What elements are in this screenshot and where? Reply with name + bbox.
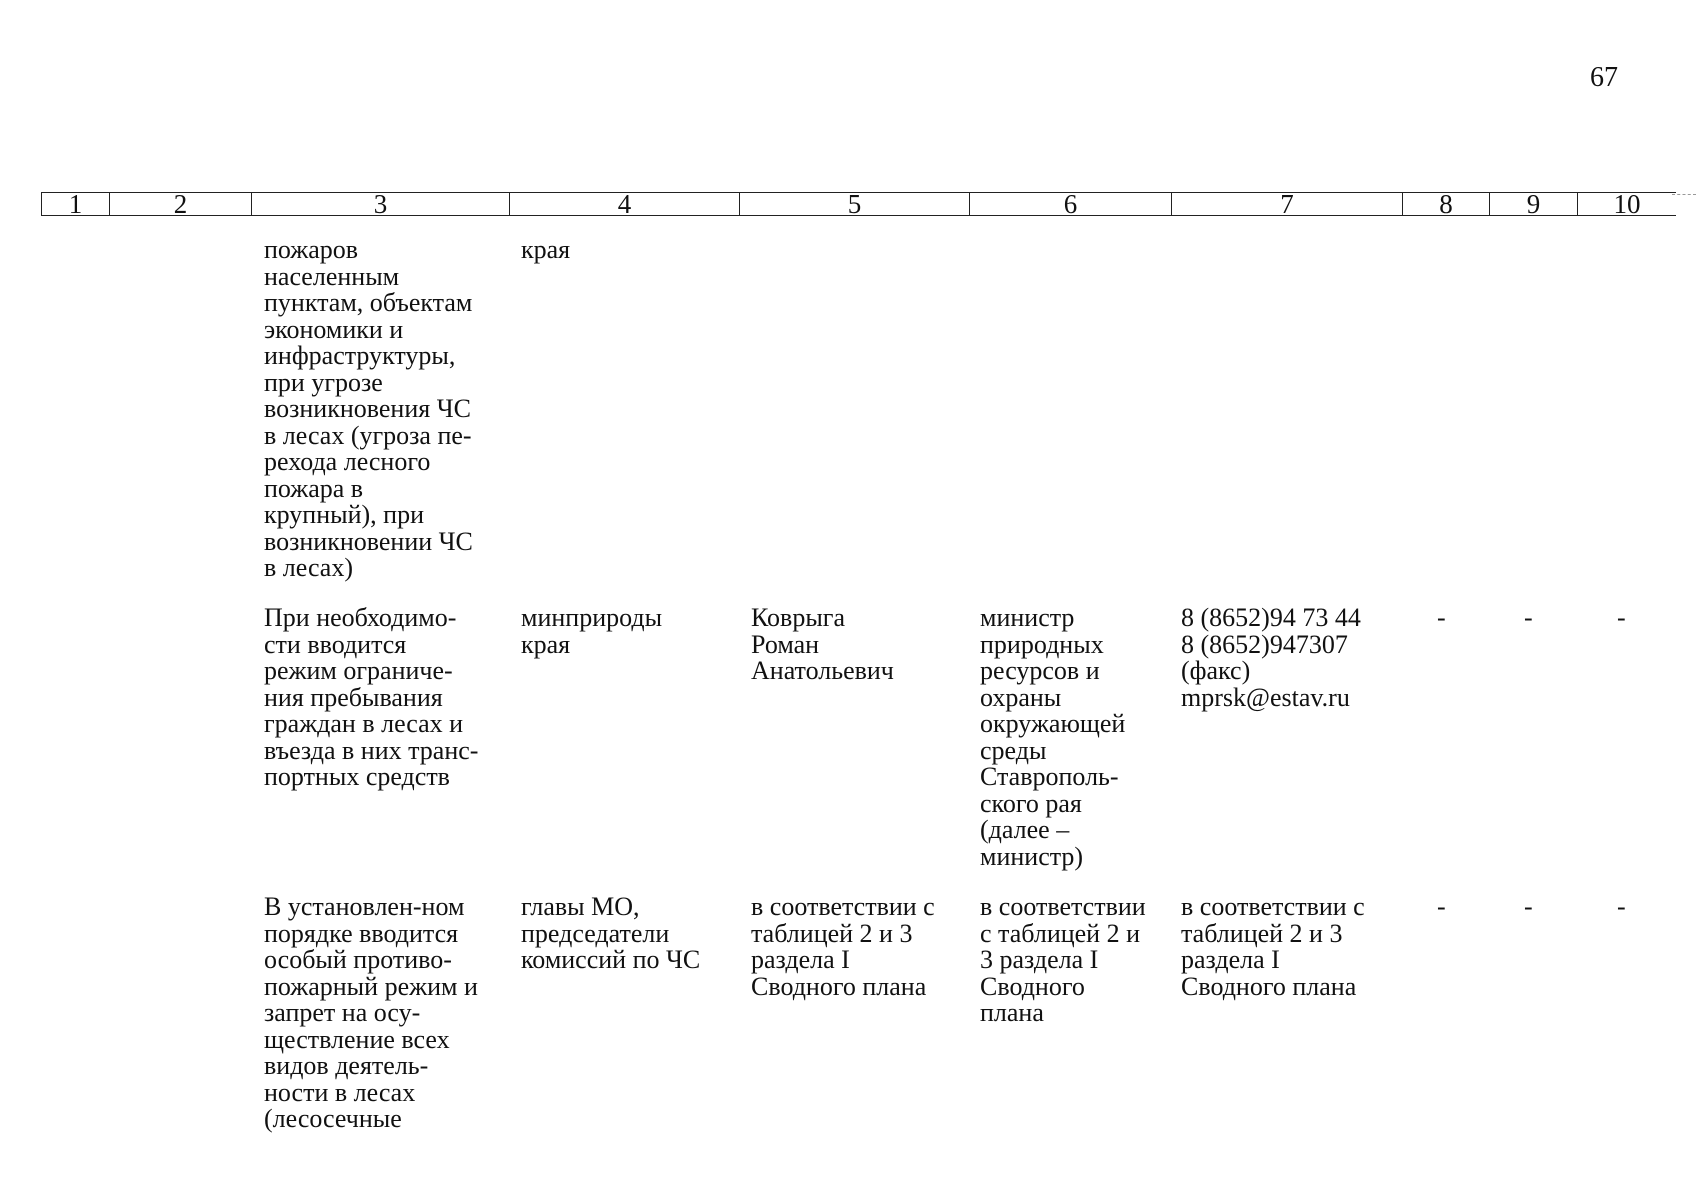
- row2-col4-text: минприроды края: [521, 603, 663, 659]
- header-row: [42, 193, 1677, 216]
- row2-col5-text: Коврыга Роман Анатольевич: [751, 603, 894, 685]
- row3-col7-text: в соответствии с таблицей 2 и 3 раздела I Сводного плана: [1181, 892, 1365, 1001]
- header-col-8: 8: [1403, 193, 1490, 216]
- header-continuation-line: [1672, 194, 1696, 195]
- header-col-5: 5: [740, 193, 970, 216]
- row2-col3-text: При необходимо- сти вводится режим ограниче- ния пребывания граждан в лесах и въезда в них транс- портных средств: [264, 603, 479, 791]
- header-col-7: 7: [1172, 193, 1403, 216]
- row3-col5-text: в соответствии с таблицей 2 и 3 раздела I Сводного плана: [751, 892, 935, 1001]
- row3-col8-dash: -: [1437, 892, 1446, 921]
- header-col-6: 6: [970, 193, 1172, 216]
- header-col-1: 1: [42, 193, 110, 216]
- row2-col10-dash: -: [1617, 603, 1626, 632]
- row3-col3-text: В установлен-ном порядке вводится особый противо- пожарный режим и запрет на осу- ществление всех видов деятель- ности в лесах (лесосечные: [264, 892, 478, 1133]
- row1-col4-text: края: [521, 235, 571, 264]
- header-col-10: 10: [1578, 193, 1677, 216]
- page-number: 67: [1590, 62, 1618, 93]
- header-col-2: 2: [110, 193, 252, 216]
- row2-col9-dash: -: [1524, 603, 1533, 632]
- row3-col4-text: главы МО, председатели комиссий по ЧС: [521, 892, 701, 974]
- row2-col8-dash: -: [1437, 603, 1446, 632]
- row3-col10-dash: -: [1617, 892, 1626, 921]
- row3-col9-dash: -: [1524, 892, 1533, 921]
- row2-col6-text: министр природных ресурсов и охраны окружающей среды Ставрополь- ского рая (далее – министр): [980, 603, 1126, 871]
- header-col-3: 3: [252, 193, 510, 216]
- header-col-9: 9: [1490, 193, 1578, 216]
- row1-col3-text: пожаров населенным пунктам, объектам экономики и инфраструктуры, при угрозе возникновения ЧС в лесах (угроза пе- рехода лесного пожара в крупный), при возникновении ЧС в лесах): [264, 235, 473, 582]
- header-col-4: 4: [510, 193, 740, 216]
- column-number-header: [41, 192, 1676, 216]
- row2-col7-text: 8 (8652)94 73 44 8 (8652)947307 (факс) mprsk@estav.ru: [1181, 603, 1361, 712]
- row3-col6-text: в соответствии с таблицей 2 и 3 раздела I Сводного плана: [980, 892, 1146, 1027]
